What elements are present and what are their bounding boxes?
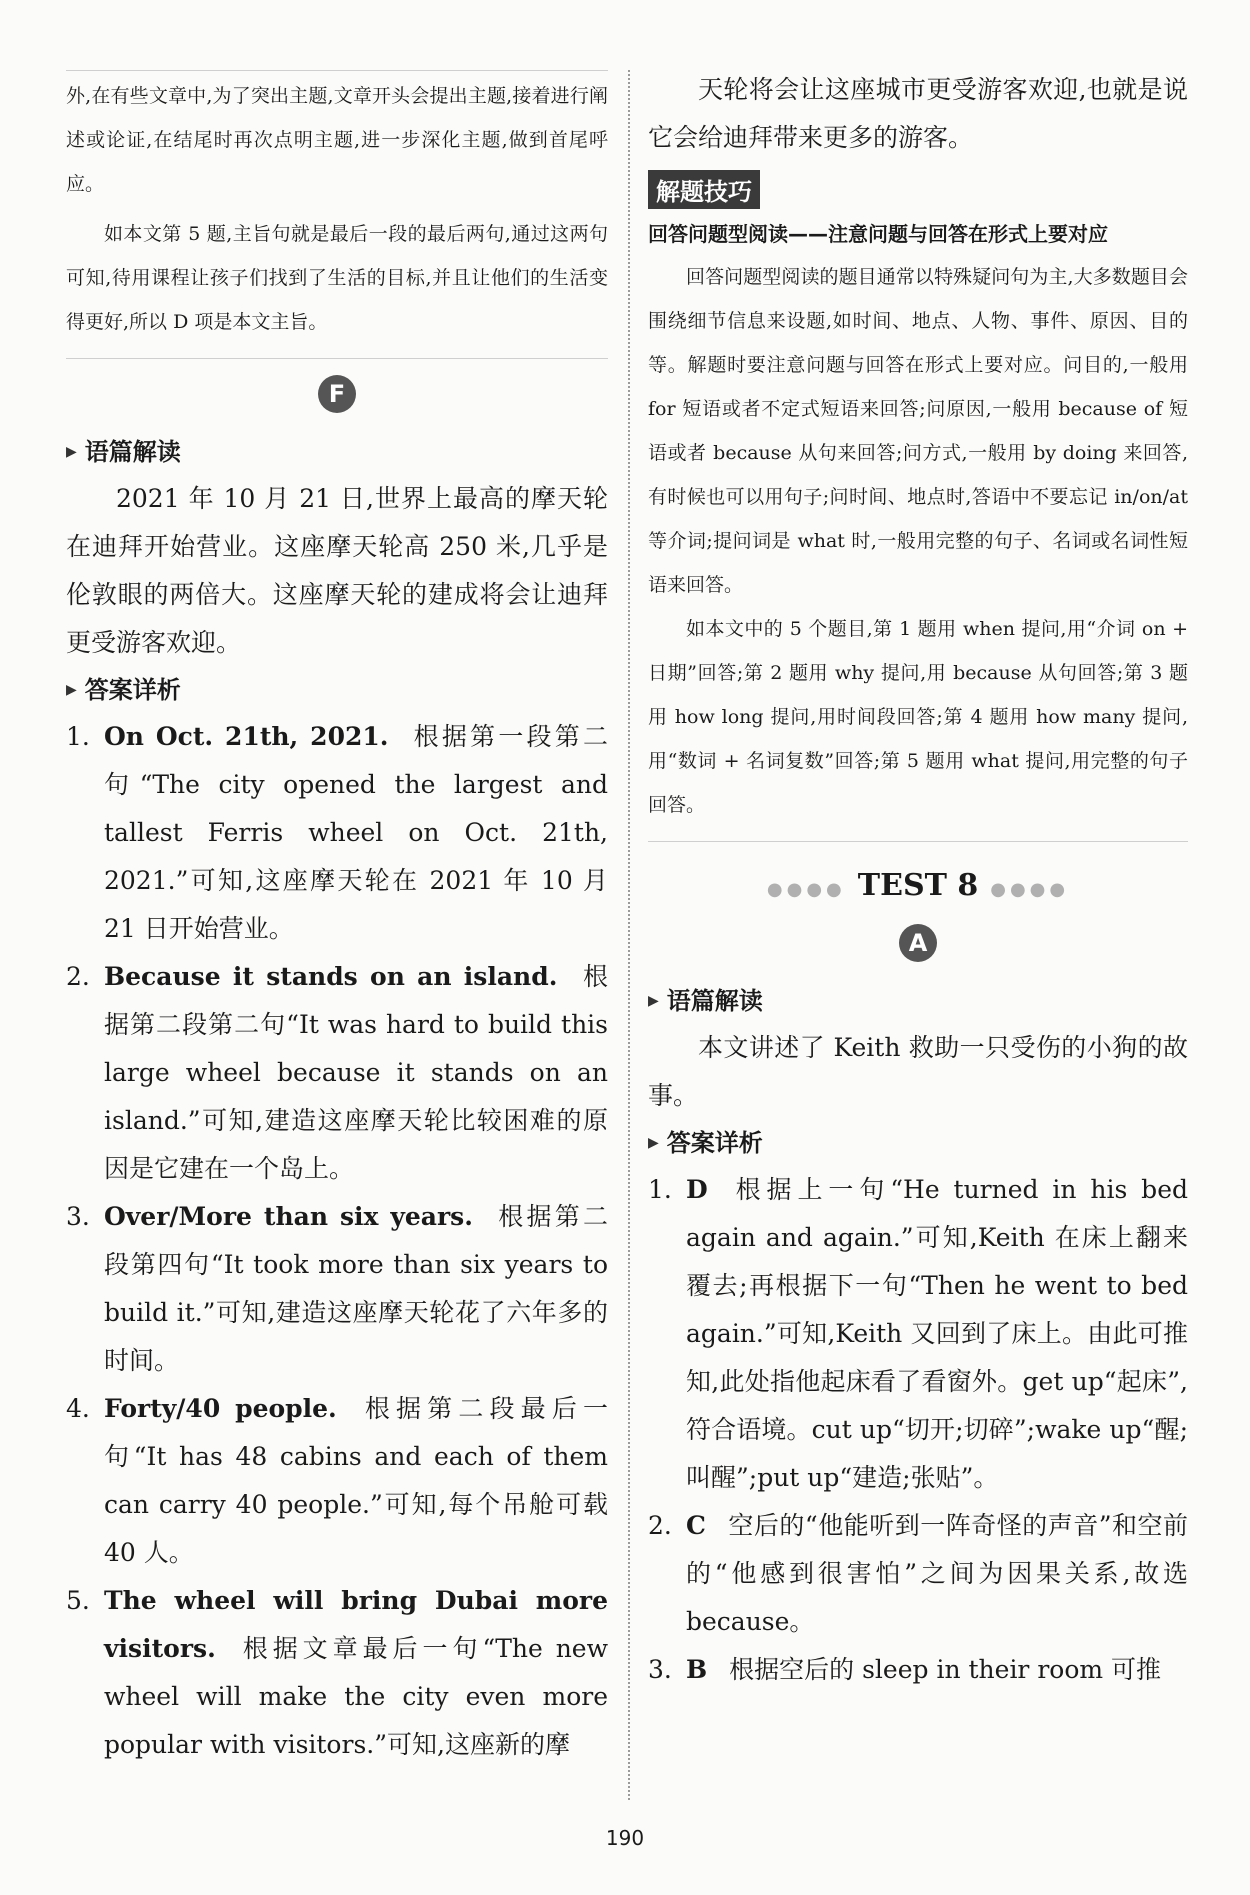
answer-item (66, 1577, 608, 1769)
item-explanation: 根据第二段第二句“It was hard to build this large wheel because it stands on an island.”可知,建造这座摩天轮比较困难的原因是它建在一个岛上。 (104, 962, 608, 1183)
item-number: 4. (66, 1394, 90, 1423)
item-number: 1. (66, 722, 90, 751)
answer-item (66, 953, 608, 1193)
item-answer: The wheel will bring Dubai more visitors. (104, 1586, 608, 1663)
item-explanation: 空后的“他能听到一阵奇怪的声音”和空前的“他感到很害怕”之间为因果关系,故选 because。 (686, 1511, 1188, 1636)
answer-item (66, 713, 608, 953)
item-answer: B (686, 1655, 708, 1684)
item-number: 1. (648, 1175, 672, 1204)
play-arrow-icon: ▶ (66, 444, 77, 460)
play-arrow-icon: ▶ (66, 682, 77, 698)
dots-decoration: ●●●● (766, 879, 846, 900)
reading-text: 2021 年 10 月 21 日,世界上最高的摩天轮在迪拜开始营业。这座摩天轮高 250 米,几乎是伦敦眼的两倍大。这座摩天轮的建成将会让迪拜更受游客欢迎。 (66, 484, 608, 657)
item-number: 3. (648, 1655, 672, 1684)
test-title-label: TEST 8 (857, 868, 979, 903)
continued-text: 天轮将会让这座城市更受游客欢迎,也就是说它会给迪拜带来更多的游客。 (648, 75, 1188, 152)
item-explanation: 根据上一句“He turned in his bed again and again.”可知,Keith 在床上翻来覆去;再根据下一句“Then he went to bed again.”可知,Keith 又回到了床上。由此可推知,此处指他起床看了看窗外。get up“起床”,符合语境。cut up“切开;切碎”;wake up“醒;叫醒”;put up“建造;张贴”。 (686, 1175, 1188, 1492)
item-explanation: 根据第一段第二句“The city opened the largest and tallest Ferris wheel on Oct. 21th, 2021.”可知,这座摩天轮在 2021 年 10 月 21 日开始营业。 (104, 722, 608, 943)
item-number: 5. (66, 1586, 90, 1615)
item-explanation: 根据第二段第四句“It took more than six years to build it.”可知,建造这座摩天轮花了六年多的时间。 (104, 1202, 608, 1375)
tips-paragraph: 回答问题型阅读的题目通常以特殊疑问句为主,大多数题目会围绕细节信息来设题,如时间、地点、人物、事件、原因、目的等。解题时要注意问题与回答在形式上要对应。问目的,一般用 for 短语或者不定式短语来回答;问原因,一般用 because of 短语或者 because 从句来回答;问方式,一般用 by doing 来回答,有时候也可以用句子;问时间、地点时,答语中不要忘记 in/on/at 等介词;提问词是 what 时,一般用完整的句子、名词或名词性短语来回答。 (648, 266, 1188, 596)
answer-item (648, 1502, 1188, 1646)
answer-item (648, 1166, 1188, 1502)
play-arrow-icon: ▶ (648, 1135, 659, 1151)
item-answer: D (686, 1175, 708, 1204)
play-arrow-icon: ▶ (648, 993, 659, 1009)
dots-decoration: ●●●● (990, 879, 1070, 900)
section-rule (66, 358, 608, 359)
left-column (66, 70, 608, 1769)
item-answer: On Oct. 21th, 2021. (104, 722, 389, 751)
tips-heading: 解题技巧 (648, 170, 760, 209)
answer-item (66, 1385, 608, 1577)
section-badge-a: A (899, 924, 937, 962)
item-explanation: 根据空后的 sleep in their room 可推 (729, 1655, 1162, 1684)
answer-heading (648, 1120, 1188, 1166)
page-number: 190 (605, 1826, 645, 1850)
item-explanation: 根据文章最后一句“The new wheel will make the city even more popular with visitors.”可知,这座新的摩 (104, 1634, 608, 1759)
reading-heading-label: 语篇解读 (666, 987, 763, 1015)
reading-text: 本文讲述了 Keith 救助一只受伤的小狗的故事。 (648, 1033, 1188, 1110)
item-number: 2. (66, 962, 90, 991)
item-answer: C (686, 1511, 706, 1540)
right-column (648, 66, 1188, 1694)
answer-heading (66, 667, 608, 713)
answer-heading-label: 答案详析 (84, 676, 181, 704)
test-title (648, 856, 1188, 920)
section-badge-f: F (318, 375, 356, 413)
item-number: 2. (648, 1511, 672, 1540)
section-rule (648, 841, 1188, 842)
tips-subheading: 回答问题型阅读——注意问题与回答在形式上要对应 (648, 222, 1108, 246)
item-answer: Over/More than six years. (104, 1202, 473, 1231)
column-divider (628, 70, 630, 1800)
reading-heading (648, 978, 1188, 1024)
item-answer: Because it stands on an island. (104, 962, 558, 991)
intro-paragraph-2: 如本文第 5 题,主旨句就是最后一段的最后两句,通过这两句可知,待用课程让孩子们找到了生活的目标,并且让他们的生活变得更好,所以 D 项是本文主旨。 (66, 223, 608, 333)
reading-heading (66, 429, 608, 475)
reading-heading-label: 语篇解读 (84, 438, 181, 466)
intro-paragraph: 外,在有些文章中,为了突出主题,文章开头会提出主题,接着进行阐述或论证,在结尾时再次点明主题,进一步深化主题,做到首尾呼应。 (66, 85, 608, 195)
answer-item (66, 1193, 608, 1385)
answer-item (648, 1646, 1188, 1694)
answer-heading-label: 答案详析 (666, 1129, 763, 1157)
item-answer: Forty/40 people. (104, 1394, 337, 1423)
item-explanation: 根据第二段最后一句“It has 48 cabins and each of them can carry 40 people.”可知,每个吊舱可载 40 人。 (104, 1394, 608, 1567)
tips-paragraph-2: 如本文中的 5 个题目,第 1 题用 when 提问,用“介词 on + 日期”回答;第 2 题用 why 提问,用 because 从句回答;第 3 题用 how long 提问,用时间段回答;第 4 题用 how many 提问,用“数词 + 名词复数”回答;第 5 题用 what 提问,用完整的句子回答。 (648, 618, 1188, 816)
item-number: 3. (66, 1202, 90, 1231)
